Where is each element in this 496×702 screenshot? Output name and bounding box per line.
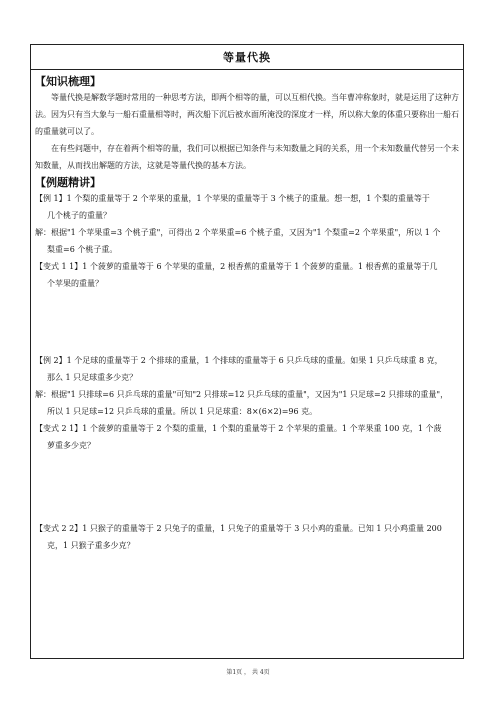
example-2-line-2: 那么 1 只足球重多少克？ bbox=[47, 373, 138, 382]
knowledge-paragraph-1: 等量代换是解数学题时常用的一种思考方法，即两个相等的量，可以互相代换。当年曹冲称象时，就是运用了这种方法。因为只有当大象与一船石重量相等时，两次船下沉后被水面所淹没的深度才一样，所以称大象的体重只要称出一船石的重量就可以了。 bbox=[35, 93, 459, 136]
solution-2 bbox=[35, 386, 459, 420]
solution-2-line-1: 解：根据"1 只排球=6 只乒乓球的重量"可知"2 只排球=12 只乒乓球的重量"，又因为"1 只足球=2 只排球的重量"， bbox=[35, 390, 449, 399]
solution-1-line-2: 梨重=6 个桃子重。 bbox=[47, 245, 118, 254]
page-frame bbox=[30, 44, 464, 659]
variant-2-2-line-1: 【变式 2 2】1 只猴子的重量等于 2 只兔子的重量，1 只兔子的重量等于 3 只小鸡的重量。已知 1 只小鸡重量 200 bbox=[35, 524, 442, 533]
example-1 bbox=[35, 190, 459, 224]
answer-space-1 bbox=[35, 292, 459, 352]
variant-1-1 bbox=[35, 258, 459, 292]
section-knowledge-heading: 【知识梳理】 bbox=[35, 75, 101, 88]
solution-1-line-1: 解：根据"1 个苹果重=3 个桃子重"，可得出 2 个苹果重=6 个桃子重，又因为"1 个梨重=2 个苹果重"，所以 1 个 bbox=[35, 228, 441, 237]
example-2-line-1: 【例 2】1 个足球的重量等于 2 个排球的重量，1 个排球的重量等于 6 只乒乓球的重量。如果 1 只乒乓球重 8 克， bbox=[35, 356, 443, 365]
solution-1 bbox=[35, 224, 459, 258]
variant-2-1-line-1: 【变式 2 1】1 个菠萝的重量等于 2 个梨的重量，1 个梨的重量等于 2 个苹果的重量。1 个苹果重 100 克，1 个菠 bbox=[35, 424, 442, 433]
variant-2-1 bbox=[35, 420, 459, 454]
knowledge-paragraph-2: 在有些问题中，存在着两个相等的量，我们可以根据已知条件与未知数量之间的关系，用一个未知数量代替另一个未知数量，从而找出解题的方法，这就是等量代换的基本方法。 bbox=[35, 144, 459, 170]
variant-1-1-line-1: 【变式 1 1】1 个菠萝的重量等于 6 个苹果的重量，2 根香蕉的重量等于 1 个菠萝的重量。1 根香蕉的重量等于几 bbox=[35, 262, 438, 271]
page-footer: 第1页 ， 共 4页 bbox=[226, 669, 270, 676]
title-row bbox=[31, 45, 463, 70]
variant-2-1-line-2: 萝重多少克？ bbox=[47, 441, 95, 450]
example-2 bbox=[35, 352, 459, 386]
variant-2-2-line-2: 克，1 只猴子重多少克？ bbox=[47, 541, 135, 550]
section-examples-heading: 【例题精讲】 bbox=[35, 176, 101, 189]
example-1-line-2: 几个桃子的重量？ bbox=[47, 211, 111, 220]
content bbox=[35, 73, 459, 554]
answer-space-2 bbox=[35, 454, 459, 520]
variant-1-1-line-2: 个苹果的重量？ bbox=[47, 279, 103, 288]
page-title: 等量代换 bbox=[223, 51, 271, 64]
solution-2-line-2: 所以 1 只足球=12 只乒乓球的重量。所以 1 只足球重：8×(6×2)=96 克。 bbox=[47, 407, 318, 416]
variant-2-2 bbox=[35, 520, 459, 554]
example-1-line-1: 【例 1】1 个梨的重量等于 2 个苹果的重量，1 个苹果的重量等于 3 个桃子的重量。想一想，1 个梨的重量等于 bbox=[35, 194, 430, 203]
